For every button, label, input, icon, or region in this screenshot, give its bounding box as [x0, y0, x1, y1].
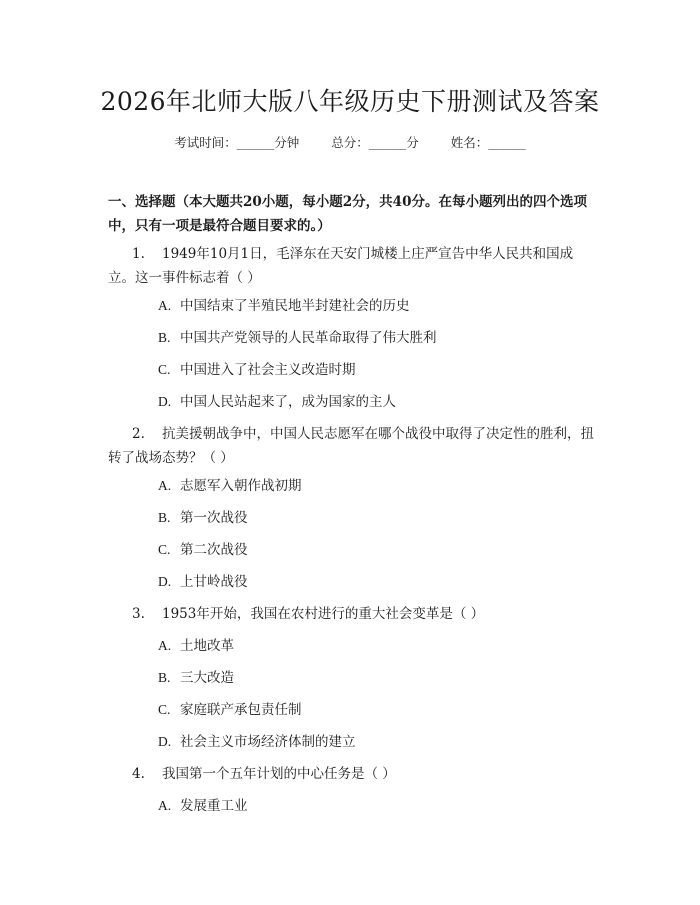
option-letter: B. — [158, 670, 171, 685]
option-text: 中国结束了半殖民地半封建社会的历史 — [180, 298, 410, 314]
option-3d — [158, 732, 356, 752]
option-text: 第二次战役 — [180, 542, 248, 558]
total-score: 总分：______分 — [331, 135, 419, 150]
exam-meta — [0, 133, 700, 151]
option-letter: A. — [158, 478, 172, 493]
option-letter: B. — [158, 330, 171, 345]
question-text: 1953年开始，我国在农村进行的重大社会变革是（ ） — [162, 606, 485, 622]
option-letter: C. — [158, 542, 171, 557]
option-letter: D. — [158, 574, 172, 589]
option-text: 发展重工业 — [180, 798, 248, 814]
option-letter: D. — [158, 734, 172, 749]
question-text: 我国第一个五年计划的中心任务是（ ） — [162, 766, 396, 782]
question-text: 1949年10月1日，毛泽东在天安门城楼上庄严宣告中华人民共和国成立。这一事件标志着（ ） — [108, 246, 574, 286]
question-3 — [108, 602, 598, 626]
exam-time: 考试时间：______分钟 — [174, 135, 300, 150]
option-2a — [158, 476, 302, 496]
option-text: 中国人民站起来了，成为国家的主人 — [180, 394, 396, 410]
option-text: 志愿军入朝作战初期 — [180, 478, 302, 494]
option-letter: A. — [158, 798, 172, 813]
option-1c — [158, 360, 356, 380]
option-1b — [158, 328, 437, 348]
option-letter: A. — [158, 638, 172, 653]
option-text: 三大改造 — [180, 670, 234, 686]
option-1d — [158, 392, 396, 412]
option-letter: C. — [158, 702, 171, 717]
question-number: 1. — [132, 246, 145, 262]
option-4a — [158, 796, 248, 816]
question-text: 抗美援朝战争中，中国人民志愿军在哪个战役中取得了决定性的胜利，扭转了战场态势？（ ） — [108, 426, 594, 466]
option-text: 土地改革 — [180, 638, 234, 654]
question-1 — [108, 242, 598, 290]
option-2c — [158, 540, 248, 560]
section-heading: 一、选择题（本大题共20小题，每小题2分，共40分。在每小题列出的四个选项中，只有一项是最符合题目要求的。） — [108, 194, 587, 234]
question-number: 3. — [132, 606, 145, 622]
student-name: 姓名：______ — [450, 135, 526, 150]
question-4 — [108, 762, 598, 786]
option-1a — [158, 296, 410, 316]
option-3b — [158, 668, 234, 688]
page-title: 2026年北师大版八年级历史下册测试及答案 — [100, 87, 600, 116]
question-number: 2. — [132, 426, 145, 442]
option-text: 中国共产党领导的人民革命取得了伟大胜利 — [180, 330, 437, 346]
option-letter: B. — [158, 510, 171, 525]
option-text: 家庭联产承包责任制 — [180, 702, 302, 718]
option-letter: A. — [158, 298, 172, 313]
question-2 — [108, 422, 598, 470]
option-text: 中国进入了社会主义改造时期 — [180, 362, 356, 378]
option-text: 第一次战役 — [180, 510, 248, 526]
option-2b — [158, 508, 248, 528]
question-number: 4. — [132, 766, 145, 782]
option-letter: D. — [158, 394, 172, 409]
option-2d — [158, 572, 248, 592]
option-text: 上甘岭战役 — [180, 574, 248, 590]
option-3a — [158, 636, 234, 656]
option-3c — [158, 700, 302, 720]
option-letter: C. — [158, 362, 171, 377]
option-text: 社会主义市场经济体制的建立 — [180, 734, 356, 750]
